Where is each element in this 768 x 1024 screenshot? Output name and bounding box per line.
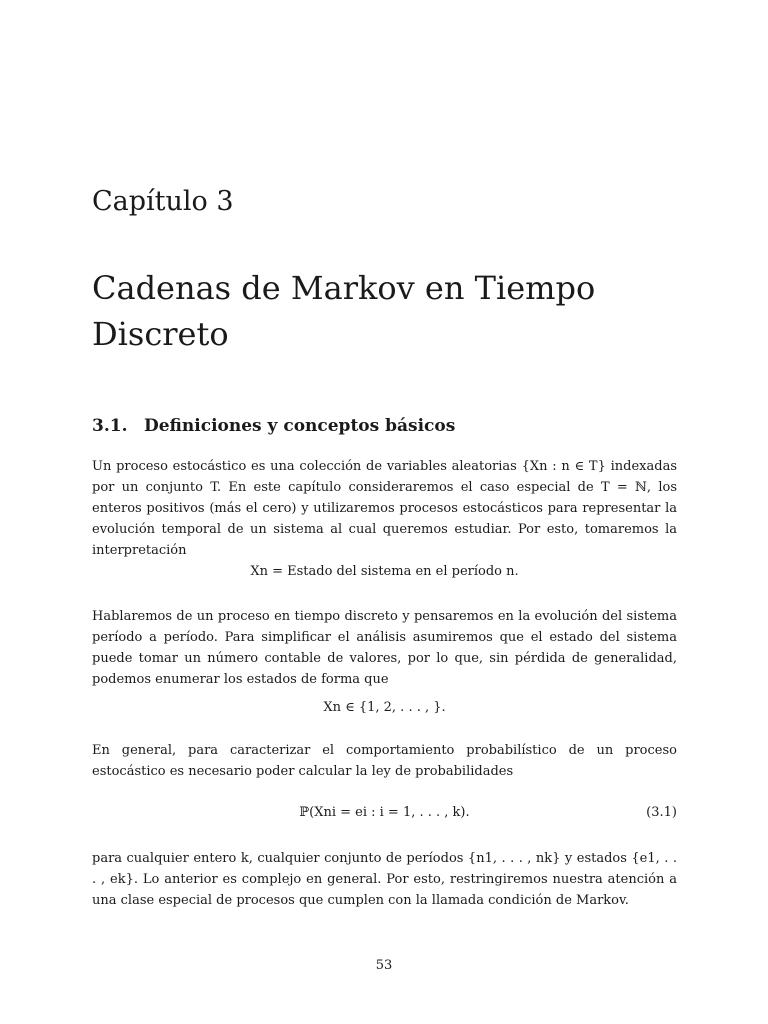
equation-probability-law (92, 805, 677, 820)
page-number: 53 (375, 958, 393, 973)
equation-number: (3.1) (646, 805, 677, 820)
equation-state-definition: Xn = Estado del sistema en el período n. (250, 564, 519, 579)
section-number: 3.1. (92, 416, 128, 436)
paragraph-4: para cualquier entero k, cualquier conjunto de períodos {n1, . . . , nk} y estados {e1, . . . , ek}. Lo anterior es complejo en general. Por esto, restringiremos nuestra atención a una clase especial de procesos que cumplen con la llamada condición de Markov. (92, 851, 677, 908)
section-title: Definiciones y conceptos básicos (144, 416, 456, 436)
equation-probability-law-text: ℙ(Xni = ei : i = 1, . . . , k). (299, 805, 470, 820)
chapter-title: Cadenas de Markov en Tiempo Discreto (92, 269, 596, 353)
chapter-label: Capítulo 3 (92, 186, 234, 217)
paragraph-2: Hablaremos de un proceso en tiempo discreto y pensaremos en la evolución del sistema período a período. Para simplificar el análisis asumiremos que el estado del sistema puede tomar un número contable de valores, por lo que, sin pérdida de generalidad, podemos enumerar los estados de forma que (92, 609, 677, 687)
equation-state-space: Xn ∈ {1, 2, . . . , }. (323, 700, 446, 715)
section-heading (92, 416, 455, 436)
paragraph-3: En general, para caracterizar el comportamiento probabilístico de un proceso estocástico es necesario poder calcular la ley de probabilidades (92, 743, 677, 779)
paragraph-1: Un proceso estocástico es una colección de variables aleatorias {Xn : n ∈ T} indexadas por un conjunto T. En este capítulo consideraremos el caso especial de T = ℕ, los enteros positivos (más el cero) y utilizaremos procesos estocásticos para representar la evolución temporal de un sistema al cual queremos estudiar. Por esto, tomaremos la interpretación (92, 459, 677, 558)
